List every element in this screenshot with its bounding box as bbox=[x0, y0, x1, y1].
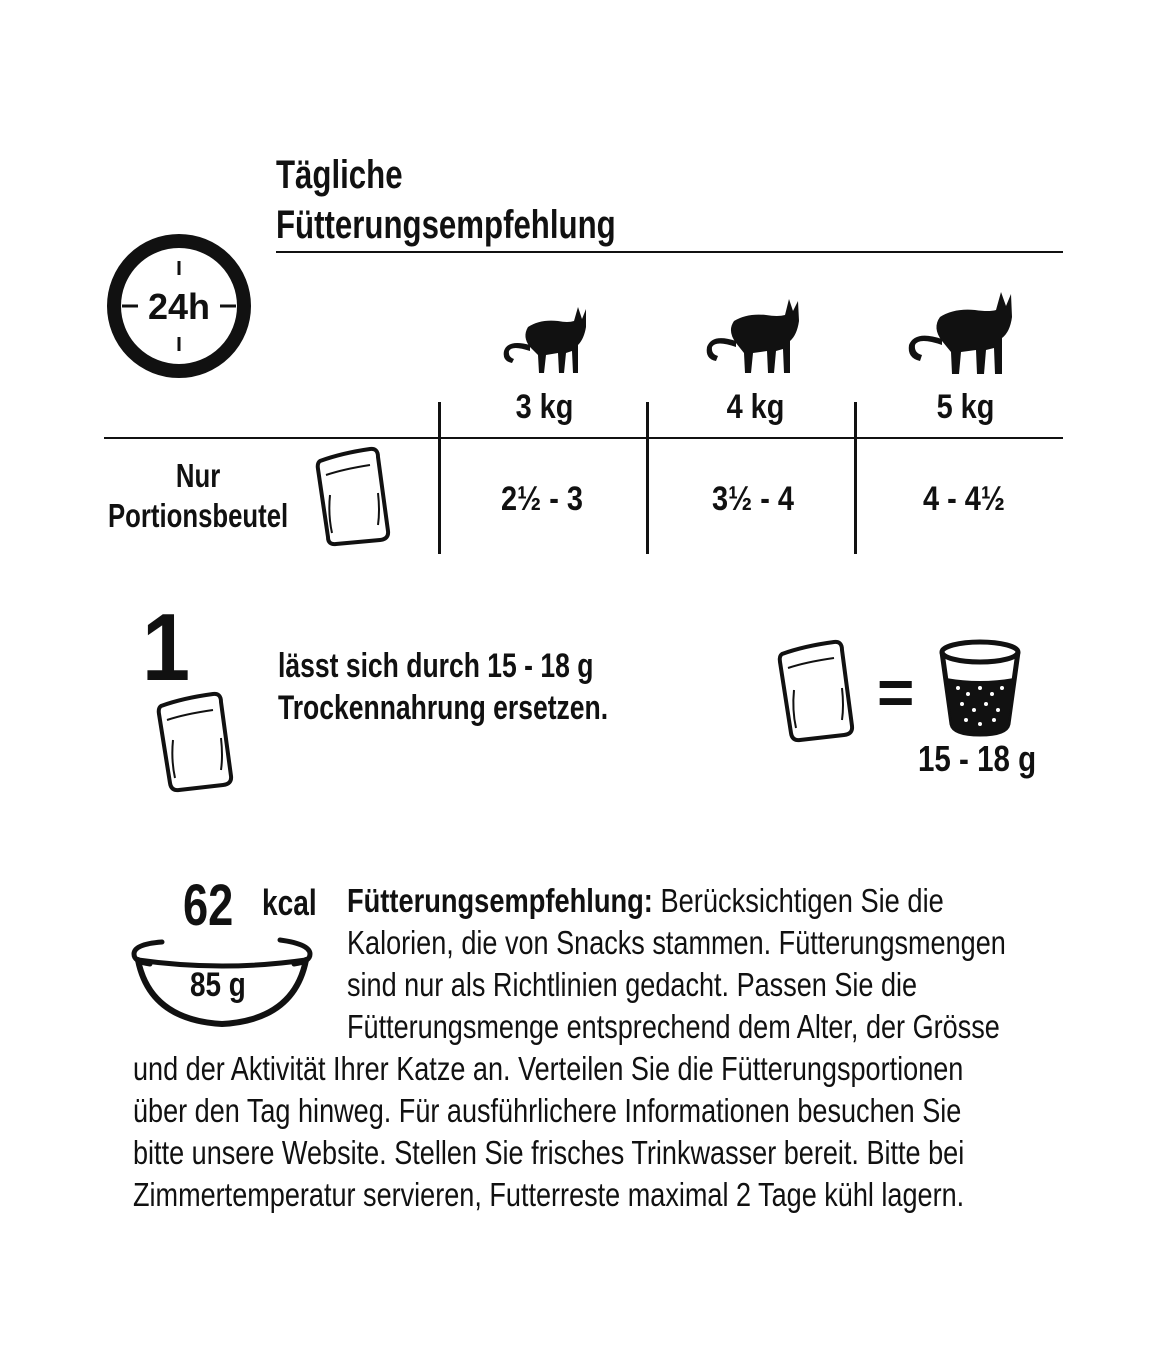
column-header-5kg: 5 kg bbox=[936, 388, 995, 426]
page-title bbox=[276, 150, 616, 250]
table-column-separator bbox=[438, 402, 441, 554]
recommendation-paragraph-top bbox=[347, 880, 1150, 1048]
clock-24h-icon bbox=[104, 231, 254, 381]
amount-5kg: 4 - 4½ bbox=[923, 480, 1005, 518]
replacement-text bbox=[278, 645, 608, 729]
recommendation-line-1 bbox=[347, 880, 1011, 922]
recommendation-line-4: Fütterungsmenge entsprechend dem Alter, der Grösse bbox=[347, 1008, 1000, 1045]
pouch-icon bbox=[314, 445, 394, 547]
kcal-value: 62 bbox=[183, 873, 234, 938]
row-label bbox=[108, 456, 288, 536]
clock-label: 24h bbox=[147, 286, 211, 327]
row-label-line-2: Portionsbeutel bbox=[108, 497, 289, 534]
recommendation-line-7: bitte unsere Website. Stellen Sie frisches Trinkwasser bereit. Bitte bei bbox=[133, 1134, 965, 1171]
recommendation-paragraph-bottom bbox=[133, 1048, 1147, 1216]
table-column-separator bbox=[854, 402, 857, 554]
replacement-text-line-1: lässt sich durch 15 - 18 g bbox=[278, 647, 594, 685]
column-header-4kg: 4 kg bbox=[726, 388, 785, 426]
recommendation-line-8: Zimmertemperatur servieren, Futterreste maximal 2 Tage kühl lagern. bbox=[133, 1176, 965, 1213]
recommendation-line-5: und der Aktivität Ihrer Katze an. Verteilen Sie die Fütterungsportionen bbox=[133, 1050, 964, 1087]
replacement-text-line-2: Trockennahrung ersetzen. bbox=[278, 689, 609, 727]
cat-medium-icon bbox=[703, 297, 803, 379]
title-underline bbox=[276, 251, 1063, 253]
pouch-icon bbox=[155, 692, 237, 794]
title-line-2: Fütterungsempfehlung bbox=[276, 203, 616, 247]
recommendation-line-2: Kalorien, die von Snacks stammen. Fütterungsmengen bbox=[347, 924, 1006, 961]
title-line-1: Tägliche bbox=[276, 153, 403, 197]
recommendation-line-3: sind nur als Richtlinien gedacht. Passen Sie die bbox=[347, 966, 918, 1003]
pouch-icon bbox=[776, 640, 858, 744]
pouch-count: 1 bbox=[142, 594, 191, 701]
measuring-cup-icon bbox=[938, 638, 1022, 738]
row-label-line-1: Nur bbox=[175, 457, 221, 494]
cat-small-icon bbox=[500, 305, 590, 380]
table-divider bbox=[104, 437, 1063, 439]
recommendation-line-6: über den Tag hinweg. Für ausführlichere Informationen besuchen Sie bbox=[133, 1092, 962, 1129]
recommendation-heading: Fütterungsempfehlung: bbox=[347, 882, 653, 919]
cup-amount: 15 - 18 g bbox=[918, 738, 1037, 779]
equals-sign: = bbox=[877, 656, 915, 728]
bowl-weight: 85 g bbox=[190, 966, 246, 1004]
amount-4kg: 3½ - 4 bbox=[712, 480, 794, 518]
table-column-separator bbox=[646, 402, 649, 554]
cat-large-icon bbox=[905, 290, 1017, 380]
recommendation-line-1-text: Berücksichtigen Sie die bbox=[652, 882, 944, 919]
kcal-unit: kcal bbox=[262, 882, 317, 923]
amount-3kg: 2½ - 3 bbox=[501, 480, 583, 518]
column-header-3kg: 3 kg bbox=[515, 388, 574, 426]
